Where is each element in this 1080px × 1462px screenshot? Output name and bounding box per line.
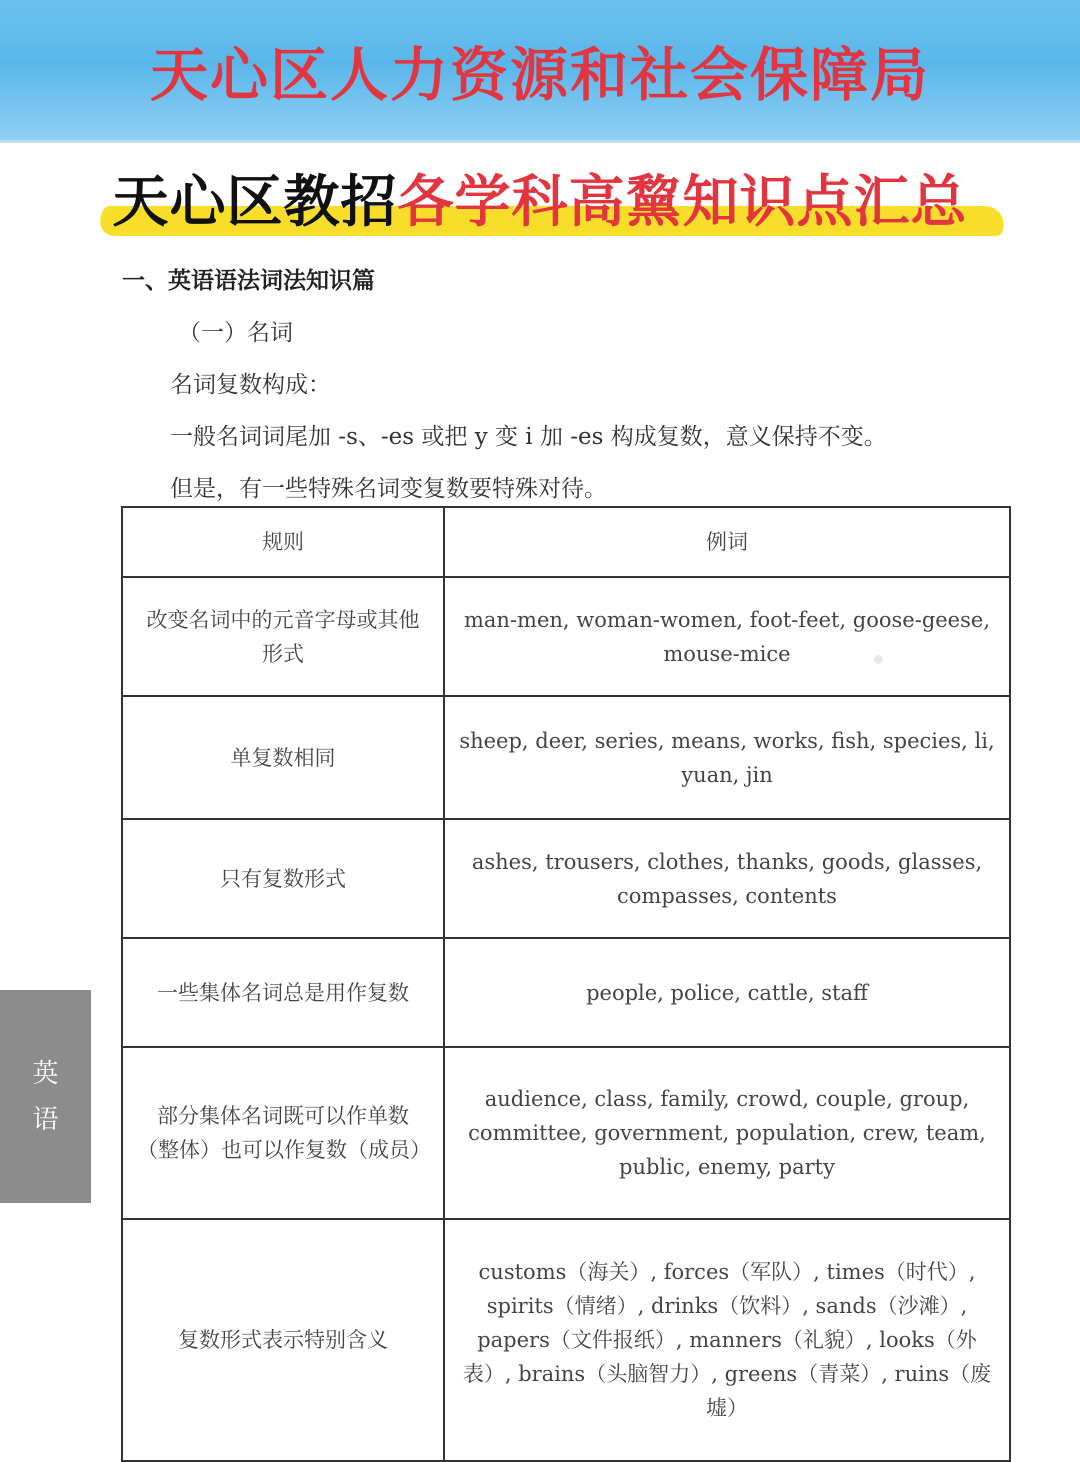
examples-cell: audience, class, family, crowd, couple, group, committee, government, population, crew, team, public, enemy, party xyxy=(444,1047,1010,1219)
headline-red-part: 各学科高黧知识点汇总 xyxy=(397,169,968,235)
examples-cell: people, police, cattle, staff xyxy=(444,938,1010,1047)
header-banner xyxy=(0,0,1080,143)
plural-rules-table xyxy=(121,506,1011,1462)
rule-cell: 复数形式表示特别含义 xyxy=(122,1219,444,1461)
side-tab-label: 英语 xyxy=(32,1058,59,1135)
rule-cell: 改变名词中的元音字母或其他形式 xyxy=(122,577,444,696)
headline-text xyxy=(0,158,1080,238)
rule-cell: 单复数相同 xyxy=(122,696,444,819)
table-row xyxy=(122,577,1010,696)
headline xyxy=(0,150,1080,250)
intro-line-2: 但是，有一些特殊名词变复数要特殊对待。 xyxy=(170,476,607,502)
header-examples: 例词 xyxy=(444,507,1010,577)
rule-cell: 只有复数形式 xyxy=(122,819,444,938)
decorative-dot xyxy=(874,655,883,664)
banner-divider xyxy=(0,140,1080,142)
headline-black-part: 天心区教招 xyxy=(112,169,398,235)
examples-cell: customs（海关）, forces（军队）, times（时代）, spirits（情绪）, drinks（饮料）, sands（沙滩）, papers（文件报纸）, manners（礼貌）, looks（外表）, brains（头脑智力）, greens（青菜）, ruins（废墟） xyxy=(444,1219,1010,1461)
banner-title: 天心区人力资源和社会保障局 xyxy=(149,41,930,109)
header-rule: 规则 xyxy=(122,507,444,577)
intro-line-1: 一般名词词尾加 -s、-es 或把 y 变 i 加 -es 构成复数，意义保持不变。 xyxy=(170,424,887,450)
examples-cell: sheep, deer, series, means, works, fish, species, li, yuan, jin xyxy=(444,696,1010,819)
examples-cell: man-men, woman-women, foot-feet, goose-geese, mouse-mice xyxy=(444,577,1010,696)
subsection-title: （一）名词 xyxy=(178,320,293,346)
table-row xyxy=(122,1047,1010,1219)
table-row xyxy=(122,938,1010,1047)
rule-cell: 一些集体名词总是用作复数 xyxy=(122,938,444,1047)
examples-cell: ashes, trousers, clothes, thanks, goods, glasses, compasses, contents xyxy=(444,819,1010,938)
table-header-row xyxy=(122,507,1010,577)
intro-label: 名词复数构成： xyxy=(170,372,331,398)
subject-side-tab xyxy=(0,990,91,1203)
table-row xyxy=(122,819,1010,938)
section-title: 一、英语语法词法知识篇 xyxy=(122,268,375,294)
table-row xyxy=(122,696,1010,819)
table-row xyxy=(122,1219,1010,1461)
rule-cell: 部分集体名词既可以作单数（整体）也可以作复数（成员） xyxy=(122,1047,444,1219)
